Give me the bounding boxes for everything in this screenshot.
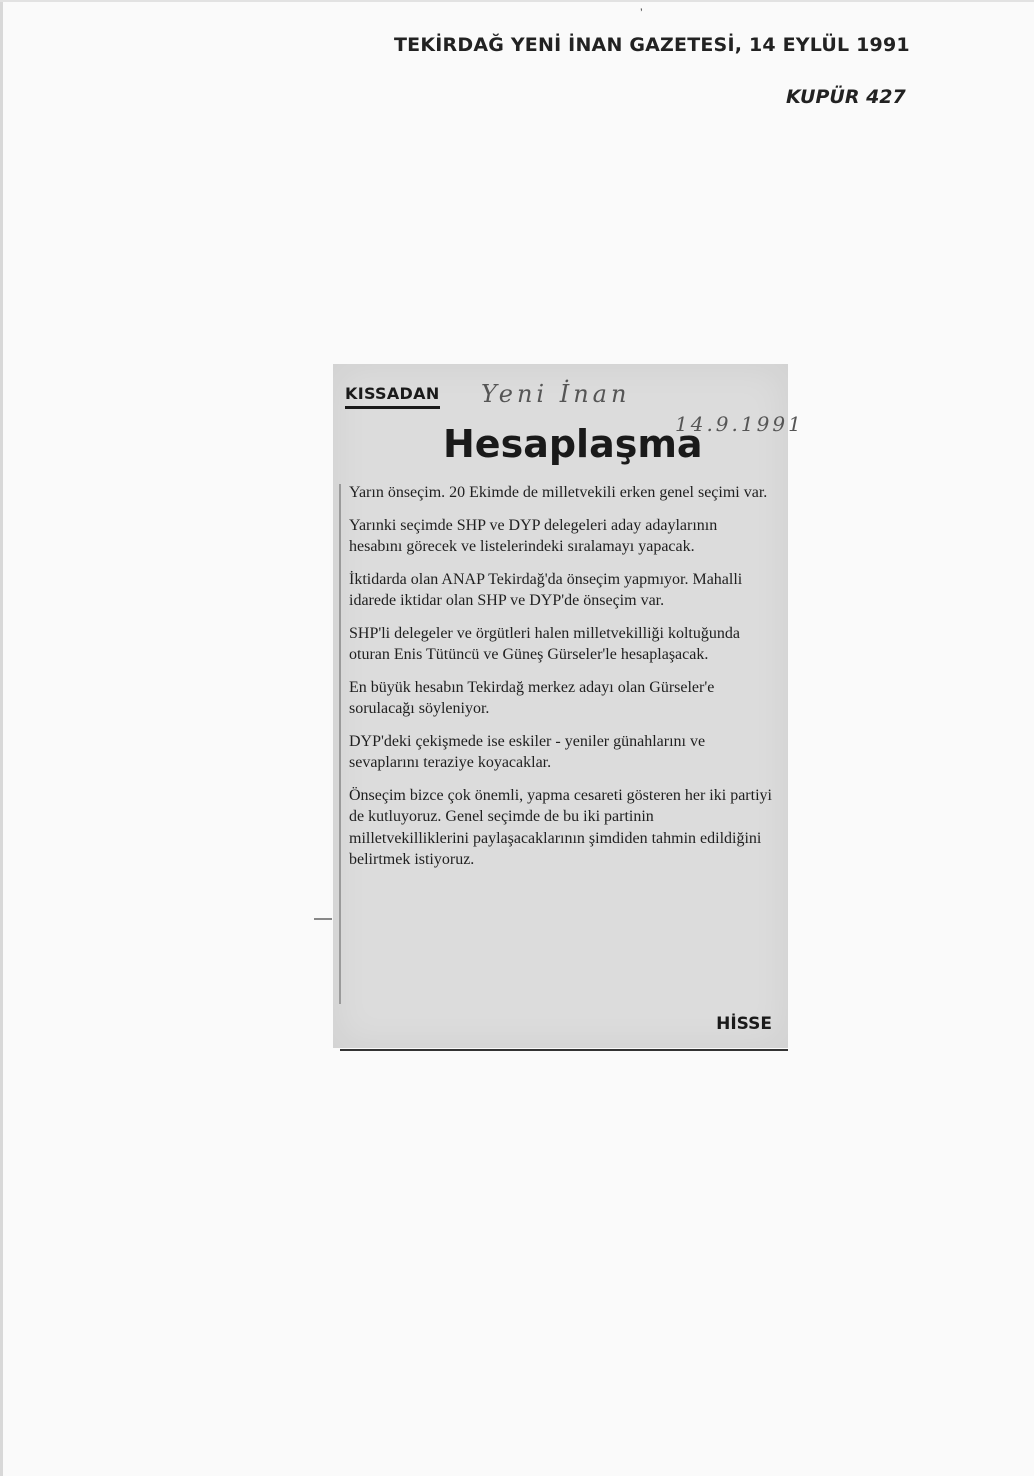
article-paragraph: Yarınki seçimde SHP ve DYP delegeleri aday adaylarının hesabını görecek ve listelerindeki sıralamayı yapacak. bbox=[349, 516, 718, 555]
clipping-bottom-rule bbox=[340, 1049, 788, 1051]
author-signature: HİSSE bbox=[716, 1014, 772, 1034]
article-body bbox=[349, 482, 774, 882]
page-top-edge bbox=[0, 0, 1034, 2]
article-headline: Hesaplaşma bbox=[443, 422, 703, 466]
article-paragraph: Yarın önseçim. 20 Ekimde de milletvekili erken genel seçimi var. bbox=[349, 484, 768, 501]
article-paragraph: İktidarda olan ANAP Tekirdağ'da önseçim yapmıyor. Mahalli idarede iktidar olan SHP ve DYP'de önseçim var. bbox=[349, 570, 743, 609]
handwritten-paper-name: Yeni İnan bbox=[481, 380, 631, 408]
newspaper-clipping bbox=[333, 364, 804, 1048]
source-header: TEKİRDAĞ YENİ İNAN GAZETESİ, 14 EYLÜL 1991 bbox=[394, 34, 910, 56]
article-paragraph: Önseçim bizce çok önemli, yapma cesareti gösteren her iki partiyi de kutluyoruz. Genel seçimde de bu iki partinin milletvekilliklerini paylaşacaklarının şimdiden tahmin edildiğini belirtmek istiyoruz. bbox=[349, 786, 772, 868]
clipping-number: KUPÜR 427 bbox=[786, 86, 906, 108]
article-paragraph: En büyük hesabın Tekirdağ merkez adayı olan Gürseler'e sorulacağı söyleniyor. bbox=[349, 678, 715, 717]
article-paragraph: DYP'deki çekişmede ise eskiler - yeniler günahlarını ve sevaplarını teraziye koyacaklar. bbox=[349, 732, 706, 771]
page-left-edge bbox=[0, 0, 3, 1476]
handwritten-date: 14.9.1991 bbox=[675, 412, 804, 436]
article-paragraph: SHP'li delegeler ve örgütleri halen milletvekilliği koltuğunda oturan Enis Tütüncü ve Güneş Gürseler'le hesaplaşacak. bbox=[349, 624, 740, 663]
margin-dash-mark bbox=[314, 918, 332, 920]
clipping-left-border bbox=[339, 484, 341, 1004]
tick-mark: ’ bbox=[640, 6, 643, 20]
column-label: KISSADAN bbox=[345, 384, 440, 409]
